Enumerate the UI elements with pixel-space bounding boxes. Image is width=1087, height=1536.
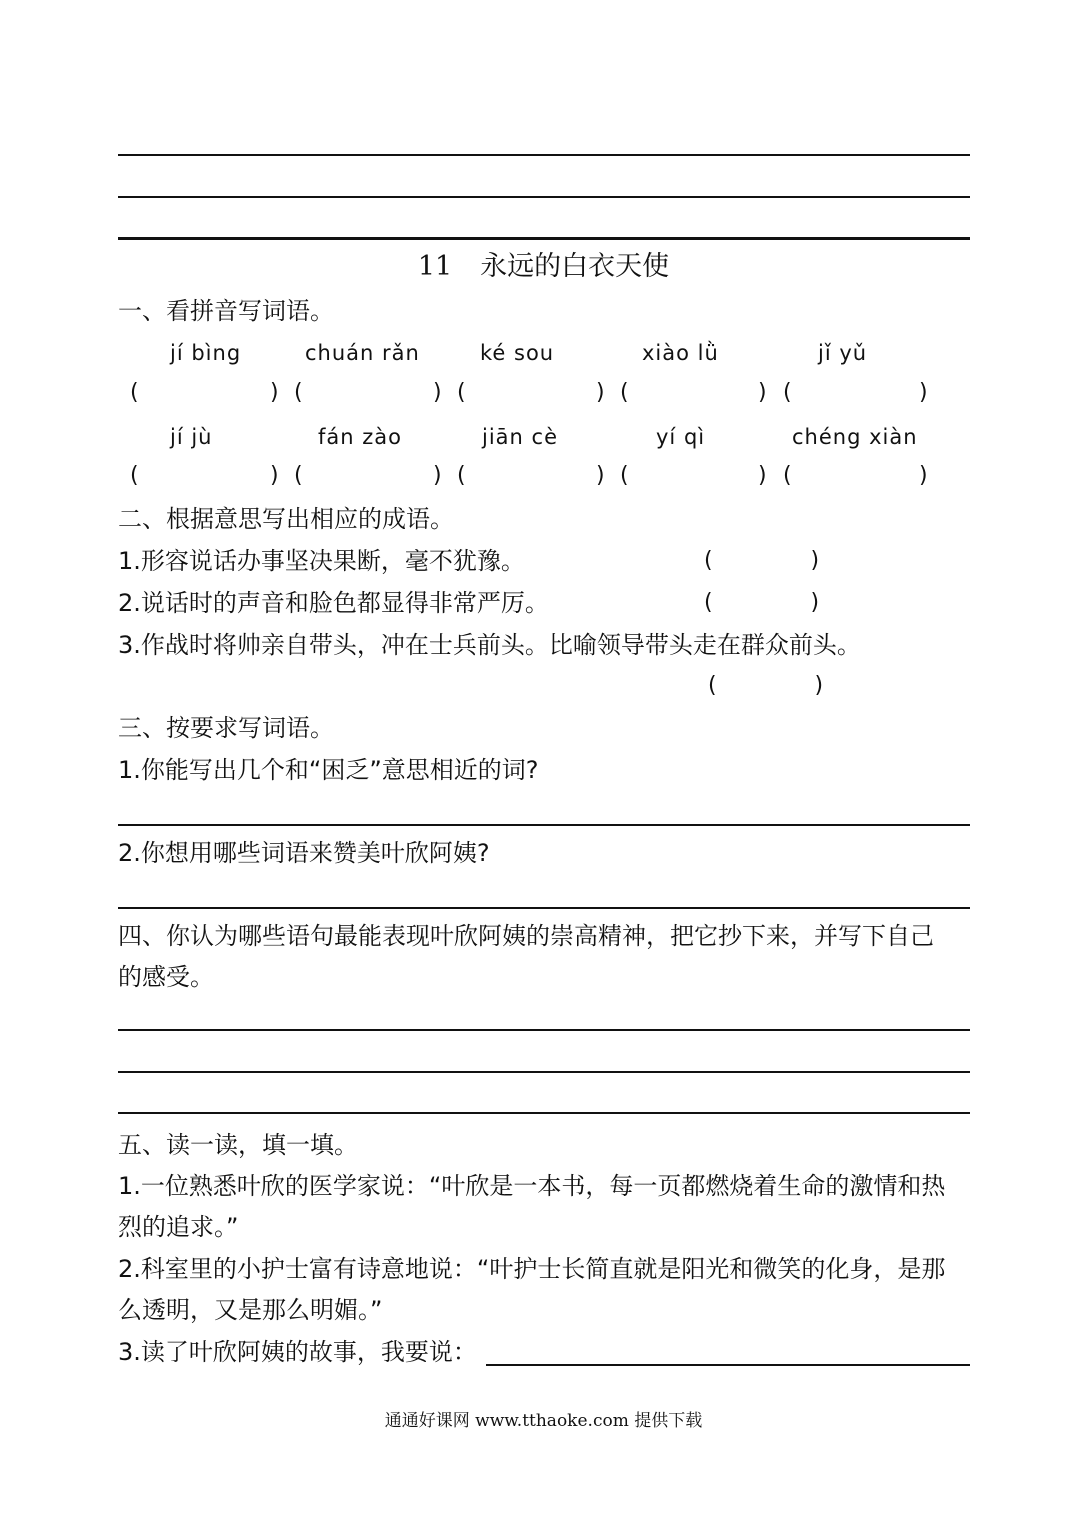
reading-item-1-line2: 烈的追求。” (118, 1213, 239, 1241)
answer-line (118, 1029, 970, 1031)
word-question-2: 2.你想用哪些词语来赞美叶欣阿姨? (118, 839, 490, 867)
answer-paren-open: ( (783, 463, 792, 488)
pinyin-2-5: chéng xiàn (792, 425, 918, 449)
answer-paren-close: ) (919, 380, 928, 405)
answer-paren-open: ( (457, 463, 466, 488)
answer-paren-close: ) (758, 380, 767, 405)
answer-paren-open: ( (620, 380, 629, 405)
pinyin-1-4: xiào lǜ (642, 341, 719, 365)
lesson-number: 11 (417, 251, 453, 282)
answer-paren-close: ) (433, 463, 442, 488)
section4-heading-line2: 的感受。 (118, 963, 214, 991)
answer-paren-open: ( (294, 380, 303, 405)
section2-heading: 二、根据意思写出相应的成语。 (118, 505, 454, 533)
idiom-clue-3: 3.作战时将帅亲自带头，冲在士兵前头。比喻领导带头走在群众前头。 (118, 631, 861, 659)
answer-paren-close: ) (270, 380, 279, 405)
answer-paren-open: ( (130, 380, 139, 405)
answer-paren-close: ) (596, 463, 605, 488)
top-writing-line-3 (118, 237, 970, 240)
pinyin-1-3: ké sou (480, 341, 555, 365)
answer-line (486, 1364, 970, 1366)
idiom-answer-box-2: ( ) (704, 590, 820, 615)
section5-heading: 五、读一读，填一填。 (118, 1131, 358, 1159)
answer-paren-close: ) (919, 463, 928, 488)
answer-paren-open: ( (130, 463, 139, 488)
reading-item-2-line2: 么透明，又是那么明媚。” (118, 1296, 383, 1324)
top-writing-line-1 (118, 154, 970, 156)
answer-paren-open: ( (294, 463, 303, 488)
answer-line (118, 1071, 970, 1073)
answer-paren-open: ( (783, 380, 792, 405)
answer-line (118, 824, 970, 826)
reading-item-3: 3.读了叶欣阿姨的故事，我要说： (118, 1338, 477, 1366)
pinyin-1-1: jí bìng (170, 341, 242, 365)
section4-heading-line1: 四、你认为哪些语句最能表现叶欣阿姨的崇高精神，把它抄下来，并写下自己 (118, 922, 934, 950)
answer-paren-close: ) (270, 463, 279, 488)
pinyin-2-3: jiān cè (482, 425, 558, 449)
word-question-1: 1.你能写出几个和“困乏”意思相近的词? (118, 756, 539, 784)
pinyin-2-4: yí qì (656, 425, 706, 449)
section3-heading: 三、按要求写词语。 (118, 714, 334, 742)
pinyin-2-2: fán zào (318, 425, 402, 449)
top-writing-line-2 (118, 196, 970, 198)
answer-paren-open: ( (457, 380, 466, 405)
answer-paren-close: ) (433, 380, 442, 405)
lesson-title: 永远的白衣天使 (480, 251, 670, 282)
pinyin-1-2: chuán rǎn (305, 341, 420, 365)
section1-heading: 一、看拼音写词语。 (118, 297, 334, 325)
answer-line (118, 1112, 970, 1114)
pinyin-2-1: jí jù (170, 425, 213, 449)
answer-line (118, 907, 970, 909)
reading-item-2-line1: 2.科室里的小护士富有诗意地说：“叶护士长简直就是阳光和微笑的化身，是那 (118, 1255, 946, 1283)
answer-paren-open: ( (620, 463, 629, 488)
reading-item-1-line1: 1.一位熟悉叶欣的医学家说：“叶欣是一本书，每一页都燃烧着生命的激情和热 (118, 1172, 946, 1200)
idiom-answer-box-3: ( ) (708, 673, 824, 698)
answer-paren-close: ) (596, 380, 605, 405)
answer-paren-close: ) (758, 463, 767, 488)
idiom-answer-box-1: ( ) (704, 548, 820, 573)
idiom-clue-1: 1.形容说话办事坚决果断，毫不犹豫。 (118, 547, 525, 575)
page-title (0, 250, 1087, 284)
footer-credit: 通通好课网 www.tthaoke.com 提供下载 (384, 1411, 703, 1431)
idiom-clue-2: 2.说话时的声音和脸色都显得非常严厉。 (118, 589, 549, 617)
pinyin-1-5: jǐ yǔ (818, 341, 868, 365)
